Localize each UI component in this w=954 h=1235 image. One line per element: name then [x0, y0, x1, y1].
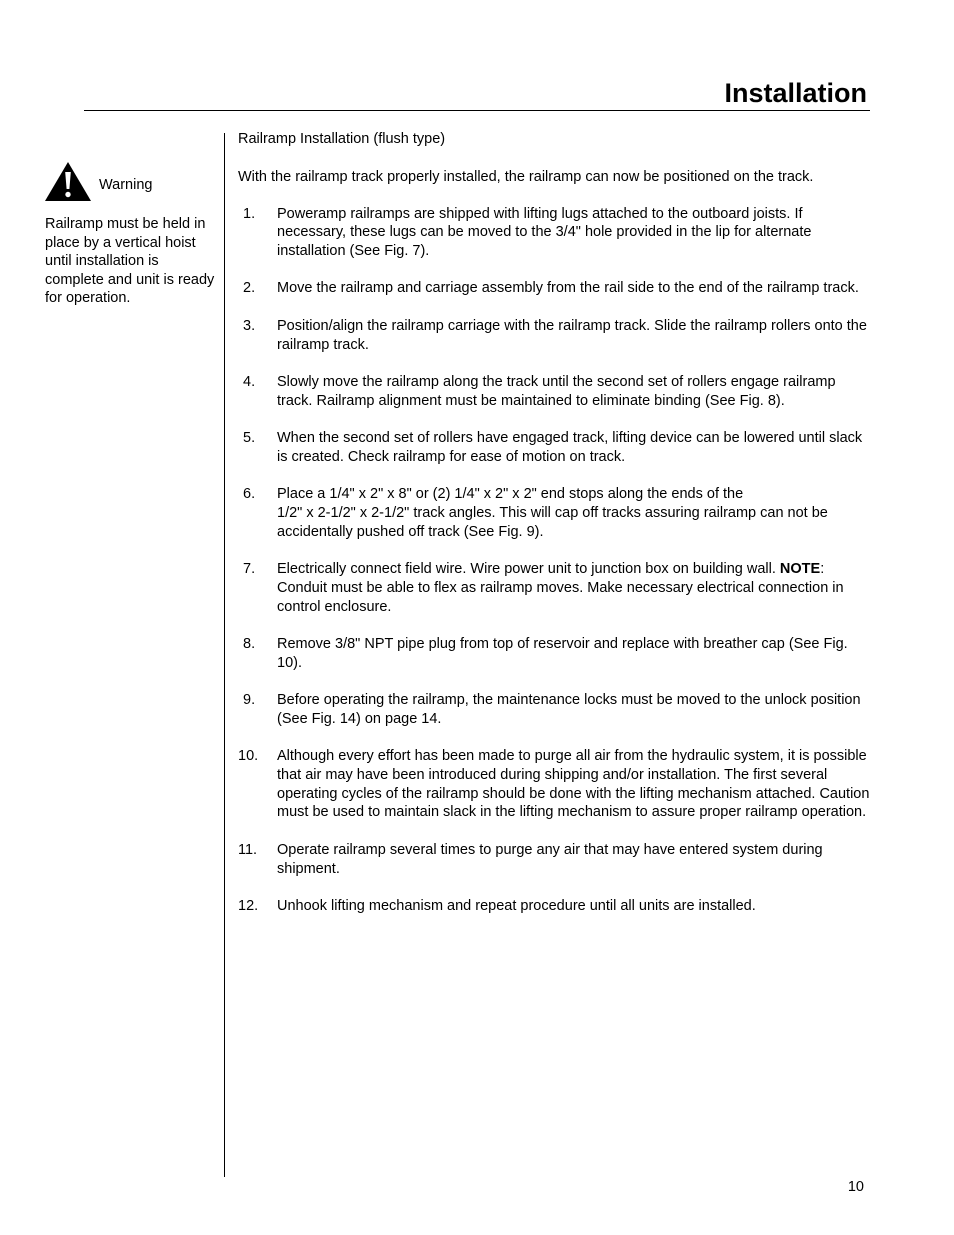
step-number: 9. — [243, 691, 256, 708]
step-text: Slowly move the railramp along the track until the second set of rollers engage railramp track. Railramp alignment must be maintained to eliminate binding (See Fig. 8). — [277, 373, 836, 409]
step-text: Unhook lifting mechanism and repeat procedure until all units are installed. — [277, 897, 756, 914]
step-text: Electrically connect field wire. Wire power unit to junction box on building wall. — [277, 560, 780, 577]
column-divider — [224, 133, 225, 1177]
step-number: 7. — [243, 560, 256, 577]
step-text-line2: 1/2" x 2-1/2" x 2-1/2" track angles. This will cap off tracks assuring railramp can not be accidentally pushed off track (See Fig. 9). — [277, 504, 828, 540]
intro-paragraph: With the railramp track properly installed, the railramp can now be positioned on the track. — [238, 168, 814, 185]
step-text: Before operating the railramp, the maintenance locks must be moved to the unlock position (See Fig. 14) on page 14. — [277, 691, 861, 727]
step-text: Poweramp railramps are shipped with lifting lugs attached to the outboard joists. If necessary, these lugs can be moved to the 3/4" hole provided in the lip for alternate installation (See Fig. 7). — [277, 205, 812, 260]
list-item — [238, 560, 872, 616]
step-number: 3. — [243, 317, 256, 334]
step-text: Move the railramp and carriage assembly from the rail side to the end of the railramp track. — [277, 280, 859, 297]
step-number: 5. — [243, 429, 256, 446]
step-text-continued: : Conduit must be able to flex as railramp moves. Make necessary electrical connection in control enclosure. — [277, 560, 844, 615]
page-title: Installation — [724, 78, 867, 108]
installation-steps — [238, 205, 872, 916]
step-text-line1: Place a 1/4" x 2" x 8" or (2) 1/4" x 2" x 2" end stops along the ends of the — [277, 486, 744, 503]
title-divider — [84, 110, 870, 111]
step-number: 4. — [243, 373, 256, 390]
step-text: Remove 3/8" NPT pipe plug from top of reservoir and replace with breather cap (See Fig. 10). — [277, 635, 848, 671]
step-text: Position/align the railramp carriage with the railramp track. Slide the railramp rollers onto the railramp track. — [277, 317, 867, 353]
list-item — [238, 485, 872, 541]
warning-triangle-icon — [44, 161, 92, 202]
step-number: 11. — [238, 841, 258, 858]
list-item — [238, 279, 872, 298]
note-label: NOTE — [779, 560, 821, 577]
step-text: Although every effort has been made to purge all air from the hydraulic system, it is possible that air may have been introduced during shipping and/or installation. The first several operating cycles of the railramp should be done with the lifting mechanism attached. Caution must be used to maintain slack in the lifting mechanism to assure proper railramp operation. — [277, 748, 870, 821]
list-item — [238, 373, 872, 411]
list-item — [238, 205, 872, 261]
section-subtitle: Railramp Installation (flush type) — [238, 131, 446, 147]
step-number: 6. — [243, 486, 256, 503]
step-text: Operate railramp several times to purge any air that may have entered system during shipment. — [277, 841, 823, 877]
step-number: 10. — [238, 748, 259, 765]
list-item — [238, 747, 872, 822]
list-item — [238, 691, 872, 729]
step-text: When the second set of rollers have engaged track, lifting device can be lowered until slack is created. Check railramp for ease of motion on track. — [277, 429, 863, 465]
list-item — [238, 897, 872, 916]
step-number: 1. — [243, 205, 256, 222]
list-item — [238, 635, 872, 673]
warning-label: Warning — [99, 177, 153, 193]
page-number: 10 — [847, 1179, 864, 1195]
warning-text: Railramp must be held in place by a vertical hoist until installation is complete and unit is ready for operation. — [45, 216, 215, 307]
main-content — [238, 130, 872, 934]
step-number: 12. — [238, 897, 259, 914]
list-item — [238, 429, 872, 467]
step-number: 8. — [243, 635, 256, 652]
list-item — [238, 841, 872, 879]
step-number: 2. — [243, 280, 256, 297]
list-item — [238, 317, 872, 355]
